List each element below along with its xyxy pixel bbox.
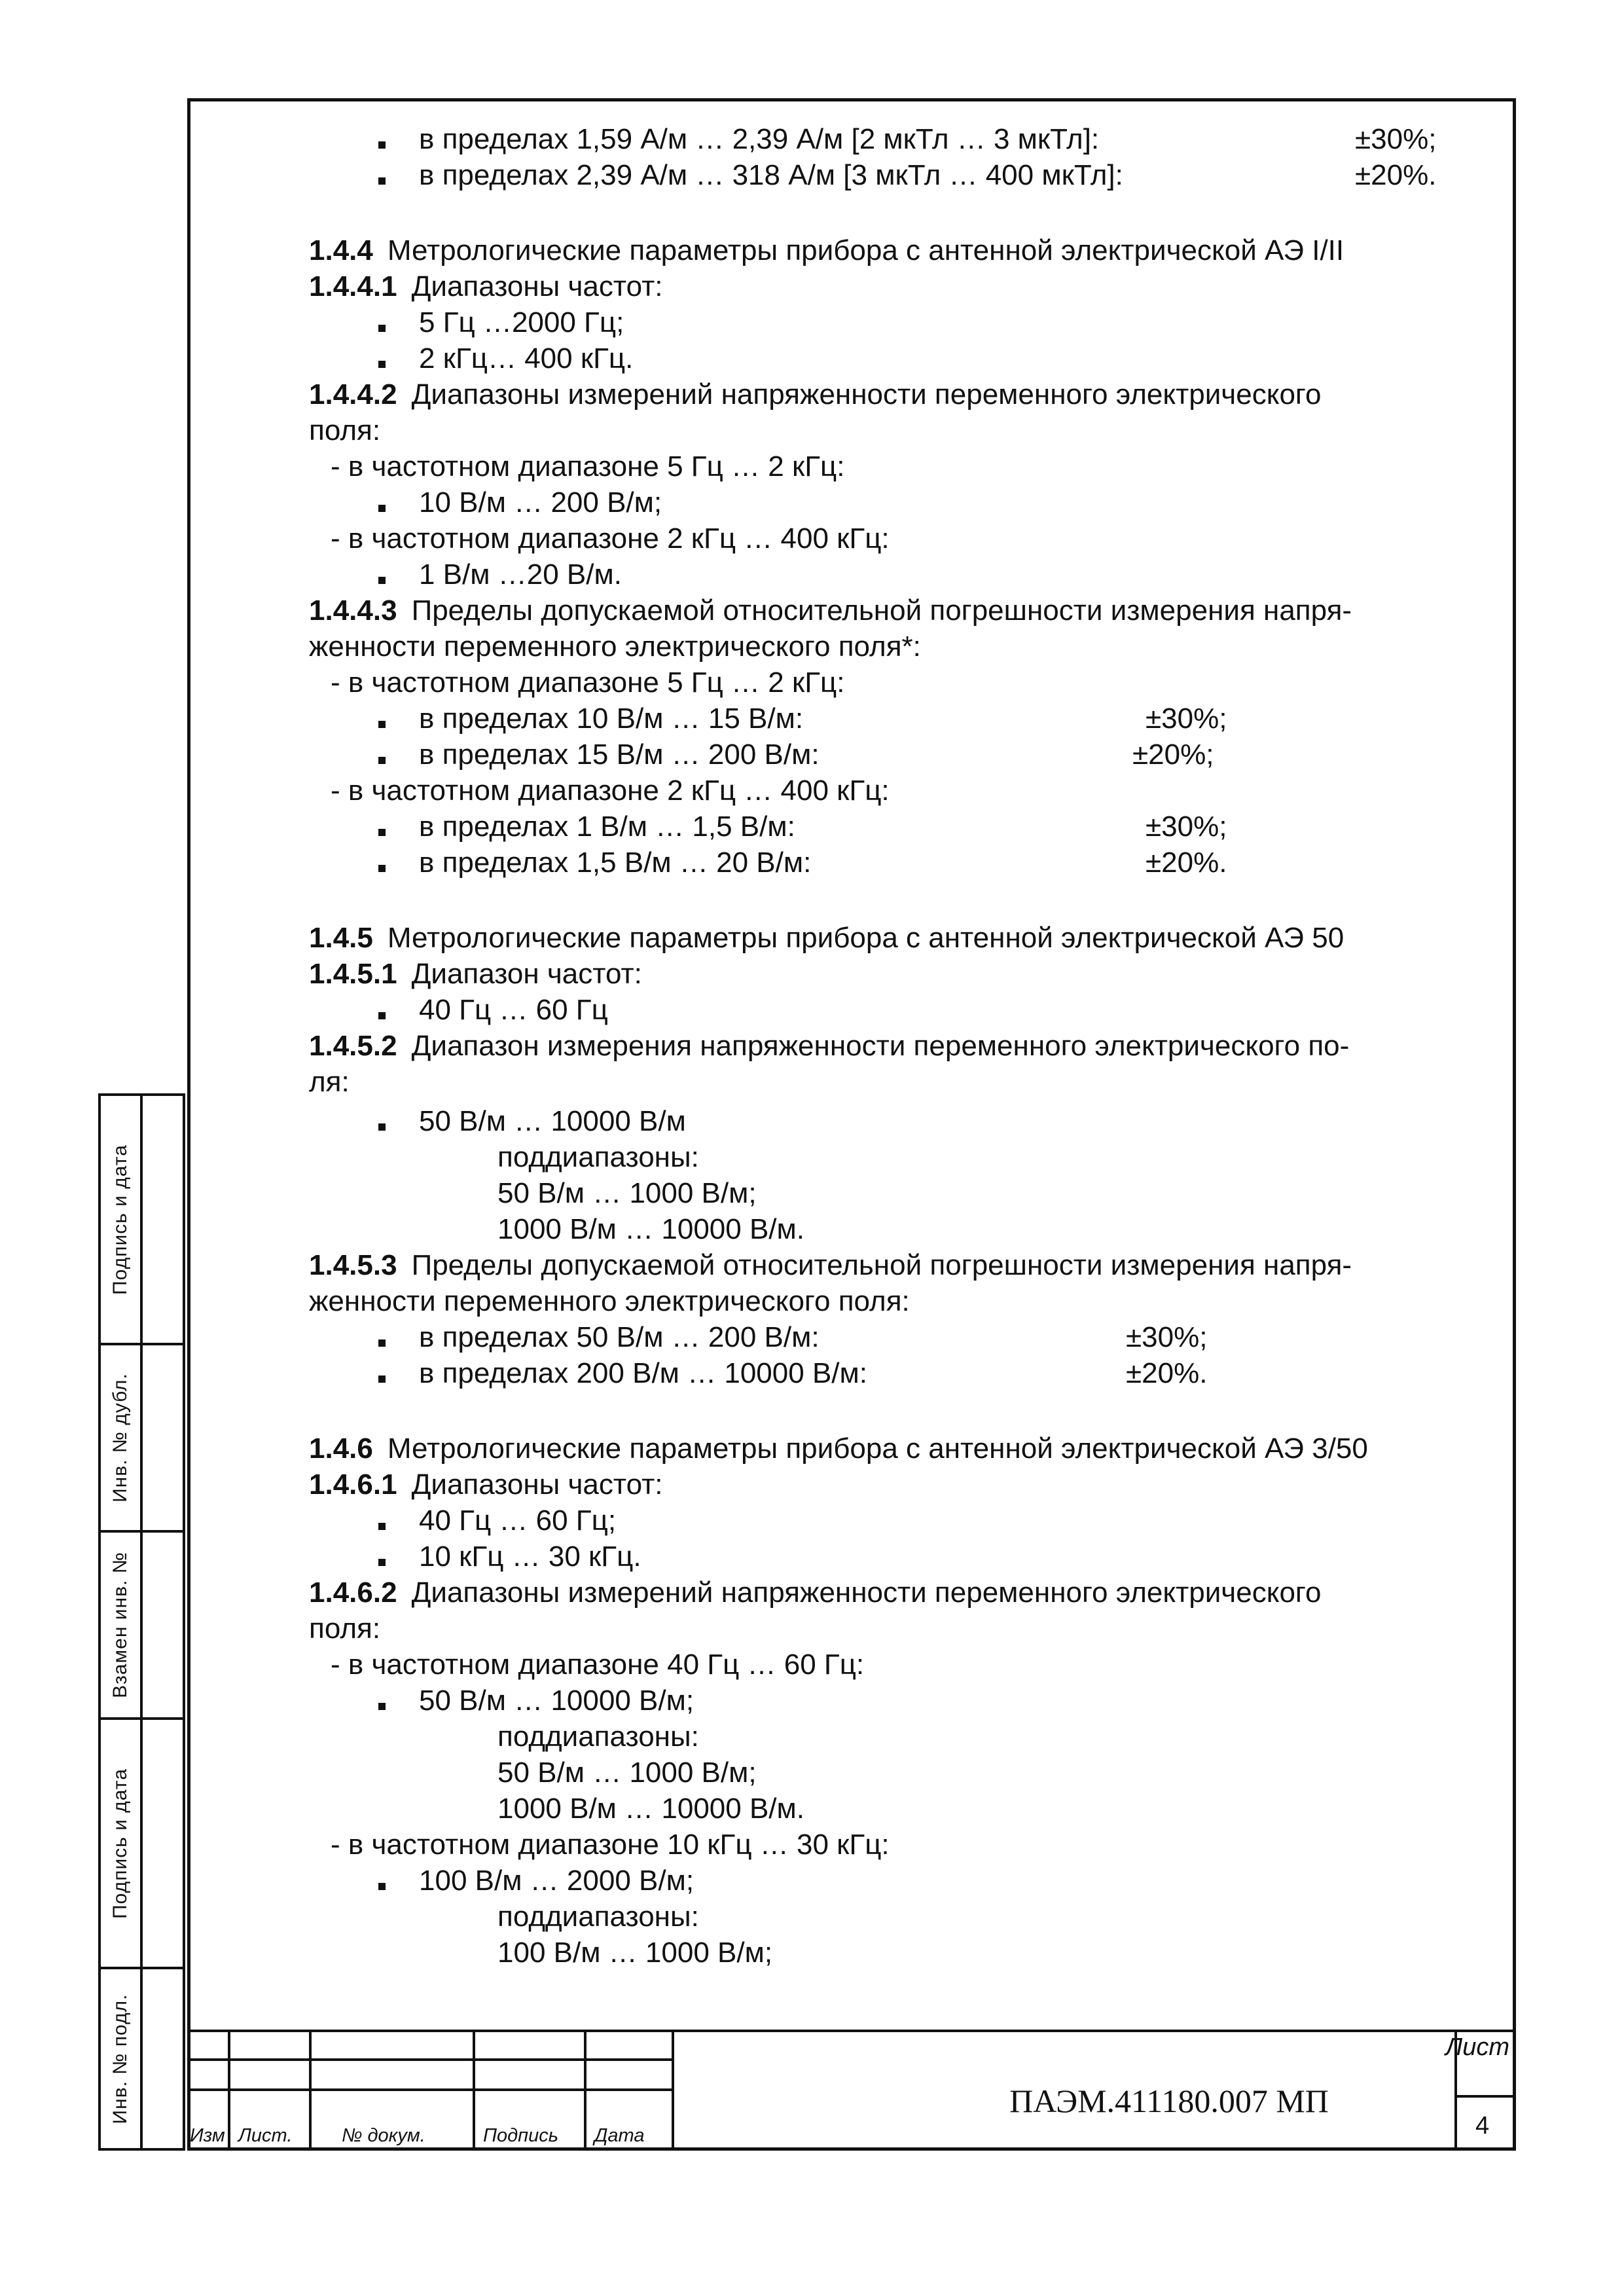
bullet-marker: [378, 1103, 386, 1140]
section-heading: [309, 1028, 1349, 1065]
bullet-item: [419, 1355, 867, 1392]
section-number: 1.4.4.3: [309, 594, 397, 627]
bullet-marker: [378, 484, 386, 521]
bullet-marker: [378, 340, 386, 377]
bullet-marker: [378, 701, 386, 737]
text-line: [497, 1899, 699, 1935]
text-line: [497, 1175, 757, 1212]
bullet-item: [419, 157, 1123, 194]
line-text: - в частотном диапазоне 5 Гц … 2 кГц:: [331, 666, 845, 699]
line-text: Диапазоны частот:: [411, 270, 663, 302]
tolerance-value: ±20%.: [1355, 159, 1437, 191]
line-text: 40 Гц … 60 Гц: [419, 994, 608, 1026]
section-heading: [309, 1430, 1368, 1467]
bullet-item: [419, 1539, 641, 1575]
bullet-item: [419, 1103, 686, 1140]
tolerance-value: ±20%.: [1146, 847, 1227, 879]
text-line: [309, 1283, 910, 1320]
bullet-marker: [378, 845, 386, 881]
line-text: 50 В/м … 1000 В/м;: [497, 1757, 757, 1789]
text-line: [309, 629, 921, 665]
bullet-marker: [378, 737, 386, 773]
line-text: 10 В/м … 200 В/м;: [419, 486, 662, 519]
line-text: - в частотном диапазоне 5 Гц … 2 кГц:: [331, 450, 845, 483]
line-text: 100 В/м … 1000 В/м;: [497, 1937, 773, 1969]
line-text: Диапазоны измерений напряженности переменного электрического: [411, 1576, 1322, 1609]
line-text: - в частотном диапазоне 10 кГц … 30 кГц:: [331, 1829, 890, 1861]
line-text: Диапазоны измерений напряженности переменного электрического: [411, 378, 1322, 410]
side-cell-signature-date-1: [98, 1093, 185, 1345]
text-line: [309, 1064, 350, 1101]
line-text: 100 В/м … 2000 В/м;: [419, 1865, 695, 1897]
line-text: Диапазон измерения напряженности переменного электрического по-: [411, 1030, 1350, 1062]
bullet-item: [419, 809, 795, 845]
line-text: в пределах 15 В/м … 200 В/м:: [419, 738, 820, 771]
text-line: [331, 773, 890, 809]
bullet-marker: [378, 1863, 386, 1899]
line-text: 5 Гц …2000 Гц;: [419, 306, 624, 338]
bullet-marker: [378, 1319, 386, 1356]
text-line: [309, 1611, 380, 1647]
side-cell-signature-date-2: [98, 1717, 185, 1969]
line-text: 2 кГц… 400 кГц.: [419, 342, 634, 374]
section-heading: [309, 1575, 1321, 1611]
text-line: [497, 1935, 772, 1971]
line-text: Пределы допускаемой относительной погрешности измерения напря-: [411, 1249, 1352, 1281]
bullet-item: [419, 484, 662, 521]
line-text: 50 В/м … 1000 В/м;: [497, 1177, 757, 1209]
col-izm: Изм: [190, 2125, 225, 2146]
section-heading: [309, 920, 1344, 957]
section-number: 1.4.5.2: [309, 1030, 397, 1062]
tolerance-value: ±30%;: [1126, 1321, 1208, 1353]
side-label: Подпись и дата: [109, 1768, 131, 1919]
bullet-item: [419, 340, 633, 377]
tolerance-value: ±20%.: [1126, 1357, 1208, 1389]
bullet-marker: [378, 809, 386, 845]
text-line: [331, 448, 844, 485]
line-text: поддиапазоны:: [497, 1141, 699, 1173]
side-cell-replace-inv: [98, 1530, 185, 1720]
line-text: 50 В/м … 10000 В/м;: [419, 1685, 695, 1717]
tolerance-value: ±30%;: [1355, 123, 1437, 155]
line-text: в пределах 1 В/м … 1,5 В/м:: [419, 811, 795, 843]
col-doc-num: № докум.: [342, 2125, 425, 2146]
col-date: Дата: [594, 2125, 645, 2146]
line-text: 40 Гц … 60 Гц;: [419, 1504, 617, 1537]
section-heading: [309, 268, 662, 305]
bullet-item: [419, 1863, 694, 1899]
line-text: 50 В/м … 10000 В/м: [419, 1105, 686, 1137]
section-heading: [309, 232, 1344, 269]
bullet-item: [419, 556, 622, 593]
section-number: 1.4.5.3: [309, 1249, 397, 1281]
line-text: Пределы допускаемой относительной погрешности измерения напря-: [411, 594, 1352, 627]
line-text: в пределах 50 В/м … 200 В/м:: [419, 1321, 820, 1353]
col-list: Лист.: [238, 2125, 293, 2146]
line-text: женности переменного электрического поля*:: [309, 630, 921, 663]
line-text: - в частотном диапазоне 40 Гц … 60 Гц:: [331, 1649, 865, 1681]
line-text: в пределах 1,59 А/м … 2,39 А/м [2 мкТл … 3 мкТл]:: [419, 123, 1100, 155]
bullet-marker: [378, 304, 386, 341]
bullet-marker: [378, 1539, 386, 1575]
text-line: [497, 1211, 804, 1248]
title-block: [187, 2030, 1516, 2151]
line-text: Метрологические параметры прибора с антенной электрической АЭ 50: [387, 922, 1344, 954]
document-code: ПАЭМ.411180.007 МП: [1009, 2083, 1329, 2119]
line-text: поддиапазоны:: [497, 1721, 699, 1753]
line-text: поля:: [309, 1613, 381, 1645]
tolerance-value: ±30%;: [1146, 702, 1227, 735]
bullet-item: [419, 1683, 694, 1719]
text-line: [309, 412, 380, 449]
line-text: Метрологические параметры прибора с антенной электрической АЭ I/II: [387, 234, 1344, 266]
tolerance-value: ±20%;: [1132, 738, 1214, 771]
sheet-number: 4: [1475, 2112, 1490, 2140]
section-number: 1.4.6.1: [309, 1468, 397, 1501]
side-label: Взамен инв. №: [109, 1552, 131, 1698]
line-text: Метрологические параметры прибора с антенной электрической АЭ 3/50: [387, 1432, 1368, 1465]
section-number: 1.4.4.2: [309, 378, 397, 410]
bullet-marker: [378, 556, 386, 593]
bullet-item: [419, 304, 624, 341]
side-label: Подпись и дата: [109, 1144, 131, 1295]
line-text: в пределах 10 В/м … 15 В/м:: [419, 702, 804, 735]
line-text: в пределах 200 В/м … 10000 В/м:: [419, 1357, 867, 1389]
text-line: [331, 520, 890, 557]
side-cell-dupl-inv: [98, 1343, 185, 1533]
line-text: поля:: [309, 414, 381, 446]
section-number: 1.4.5: [309, 922, 373, 954]
bullet-item: [419, 1319, 820, 1356]
section-heading: [309, 1467, 662, 1503]
bullet-marker: [378, 1683, 386, 1719]
line-text: ля:: [309, 1066, 350, 1098]
section-heading: [309, 376, 1321, 413]
section-number: 1.4.6.2: [309, 1576, 397, 1609]
section-number: 1.4.5.1: [309, 958, 397, 990]
side-cell-orig-inv: [98, 1967, 185, 2151]
bullet-item: [419, 845, 811, 881]
line-text: 1000 В/м … 10000 В/м.: [497, 1213, 805, 1245]
side-label: Инв. № подл.: [109, 1994, 131, 2124]
bullet-item: [419, 121, 1099, 158]
bullet-item: [419, 992, 608, 1029]
sheet-label: Лист: [1445, 2033, 1509, 2061]
side-label: Инв. № дубл.: [109, 1373, 131, 1503]
text-line: [497, 1139, 699, 1176]
bullet-item: [419, 701, 803, 737]
section-heading: [309, 592, 1352, 629]
text-line: [497, 1755, 757, 1791]
line-text: женности переменного электрического поля:: [309, 1285, 910, 1317]
line-text: в пределах 1,5 В/м … 20 В/м:: [419, 847, 812, 879]
bullet-item: [419, 737, 820, 773]
section-heading: [309, 956, 642, 993]
col-signature: Подпись: [483, 2125, 559, 2146]
bullet-marker: [378, 1355, 386, 1392]
line-text: поддиапазоны:: [497, 1901, 699, 1933]
text-line: [497, 1791, 804, 1827]
section-number: 1.4.4: [309, 234, 373, 266]
section-heading: [309, 1247, 1352, 1284]
text-line: [331, 665, 844, 701]
line-text: 10 кГц … 30 кГц.: [419, 1540, 641, 1573]
line-text: - в частотном диапазоне 2 кГц … 400 кГц:: [331, 522, 890, 555]
text-line: [331, 1647, 864, 1683]
tolerance-value: ±30%;: [1146, 811, 1227, 843]
section-number: 1.4.4.1: [309, 270, 397, 302]
line-text: 1000 В/м … 10000 В/м.: [497, 1793, 805, 1825]
section-number: 1.4.6: [309, 1432, 373, 1465]
text-line: [497, 1719, 699, 1755]
bullet-marker: [378, 157, 386, 194]
line-text: - в частотном диапазоне 2 кГц … 400 кГц:: [331, 774, 890, 807]
line-text: Диапазоны частот:: [411, 1468, 663, 1501]
bullet-marker: [378, 1503, 386, 1539]
line-text: Диапазон частот:: [411, 958, 642, 990]
bullet-item: [419, 1503, 616, 1539]
text-line: [331, 1827, 890, 1863]
bullet-marker: [378, 121, 386, 158]
line-text: в пределах 2,39 А/м … 318 А/м [3 мкТл … 400 мкТл]:: [419, 159, 1123, 191]
line-text: 1 В/м …20 В/м.: [419, 558, 622, 591]
bullet-marker: [378, 992, 386, 1029]
side-stamp: [98, 1093, 185, 2151]
